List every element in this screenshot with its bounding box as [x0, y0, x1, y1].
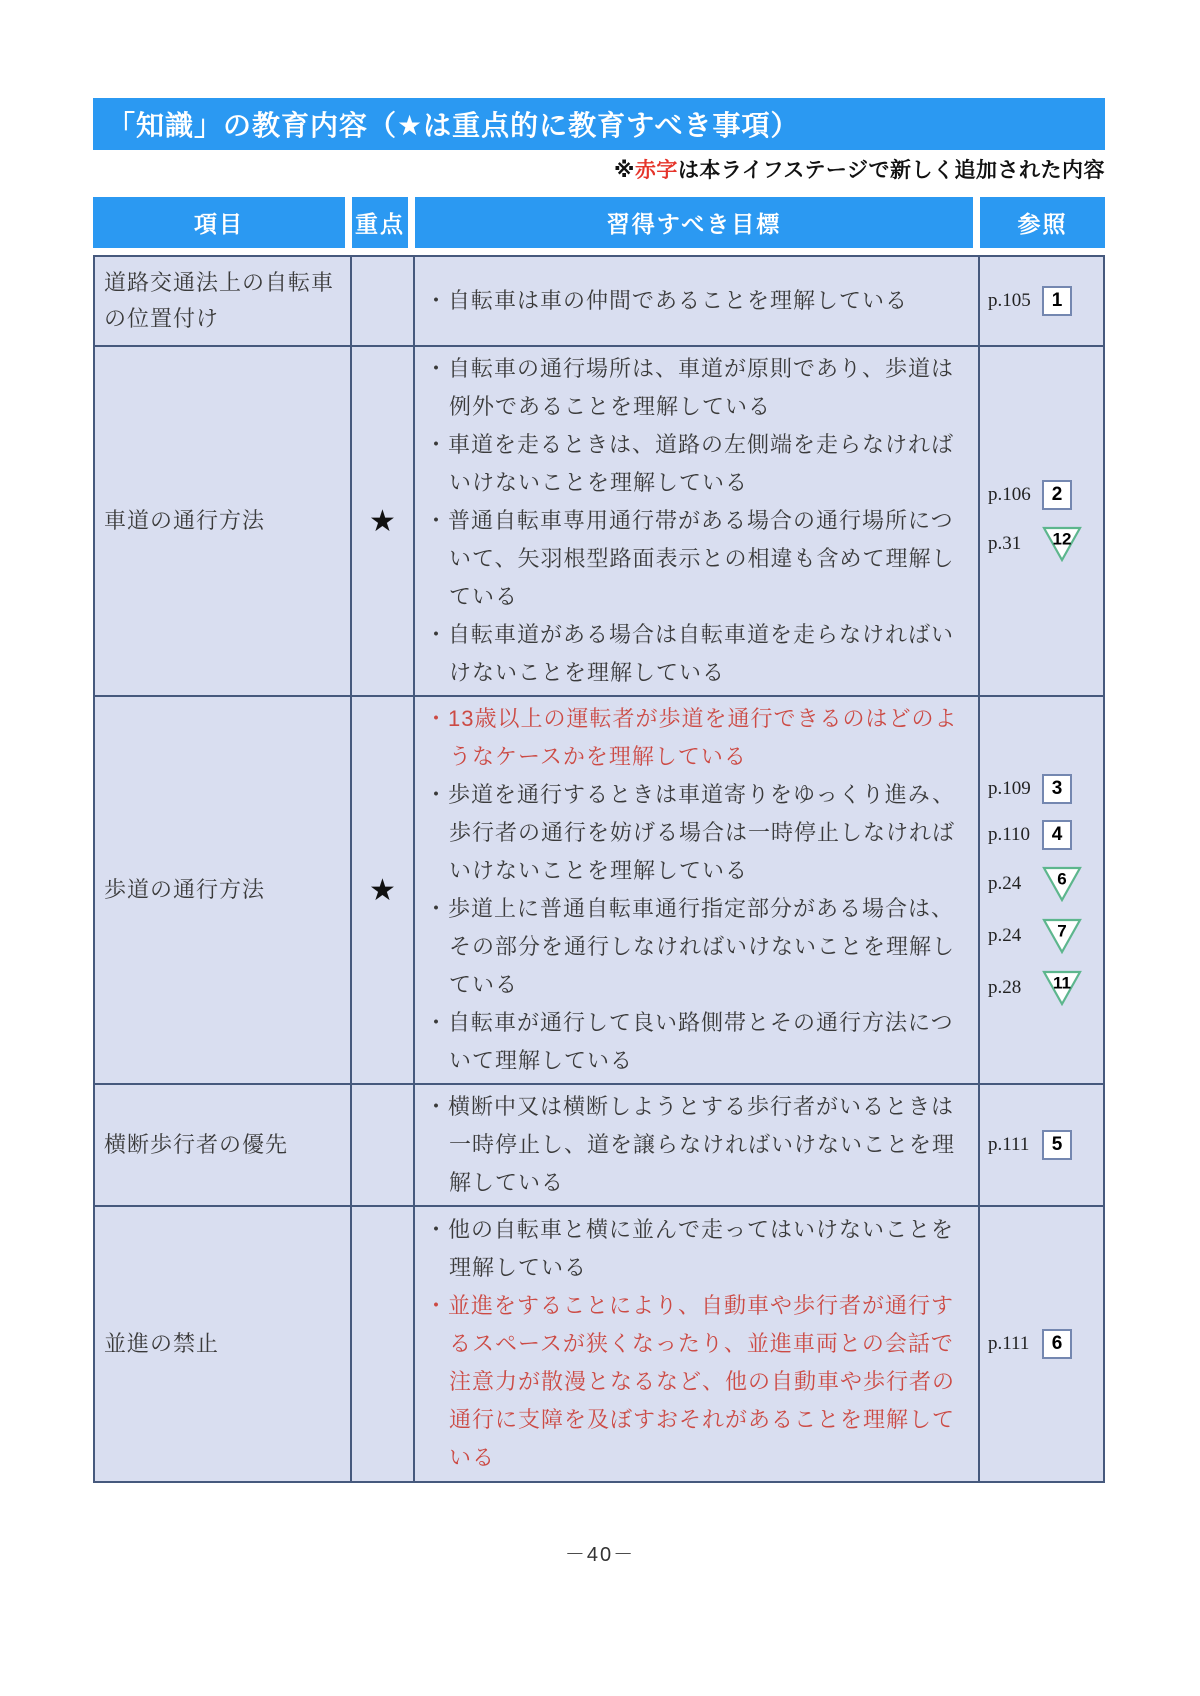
- ref-badge-square: 6: [1042, 1329, 1072, 1359]
- item-label: 車道の通行方法: [104, 508, 266, 533]
- table-header-row: [93, 197, 1105, 248]
- reference-entry: [988, 774, 1103, 804]
- ref-badge-triangle: [1042, 970, 1082, 1006]
- table-row: [95, 347, 1103, 697]
- reference-page: p.109: [988, 778, 1031, 799]
- section-title-banner: [93, 98, 1105, 150]
- goal-text: ・ 自転車道がある場合は自転車道を走らなければいけないことを理解している: [425, 616, 970, 692]
- emphasis-cell: [352, 697, 415, 1083]
- reference-page: p.111: [988, 1134, 1030, 1155]
- reference-entry: [988, 1329, 1103, 1359]
- emphasis-cell: [352, 347, 415, 695]
- reference-page: p.105: [988, 290, 1031, 311]
- reference-cell: [980, 347, 1103, 695]
- reference-page: p.111: [988, 1333, 1030, 1354]
- goal-text: ・ 歩道上に普通自転車通行指定部分がある場合は、その部分を通行しなければいけないことを理解している: [425, 890, 970, 1004]
- reference-entry: [988, 866, 1103, 902]
- goals-cell: [415, 1207, 980, 1481]
- item-cell: [95, 347, 352, 695]
- goals-cell: [415, 347, 980, 695]
- column-header-reference: 参照: [980, 197, 1105, 248]
- goal-text: ・ 自転車の通行場所は、車道が原則であり、歩道は例外であることを理解している: [425, 350, 970, 426]
- reference-entry: [988, 970, 1103, 1006]
- item-label: 横断歩行者の優先: [104, 1132, 289, 1157]
- goals-cell: [415, 697, 980, 1083]
- svg-text:7: 7: [1057, 921, 1067, 941]
- item-label: 道路交通法上の自転車の位置付け: [104, 270, 335, 331]
- goal-text: ・ 歩道を通行するときは車道寄りをゆっくり進み、歩行者の通行を妨げる場合は一時停止しなければいけないことを理解している: [425, 776, 970, 890]
- star-mark: ★: [369, 873, 396, 907]
- goal-text-red: ・ 並進をすることにより、自動車や歩行者が通行するスペースが狭くなったり、並進車両との会話で注意力が散漫となるなど、他の自動車や歩行者の通行に支障を及ぼすおそれがあることを理解している: [425, 1287, 970, 1477]
- goals-cell: [415, 257, 980, 345]
- page-content: [93, 98, 1105, 1483]
- reference-cell: [980, 697, 1103, 1083]
- goal-text: ・ 自転車が通行して良い路側帯とその通行方法について理解している: [425, 1004, 970, 1080]
- emphasis-cell: [352, 1085, 415, 1205]
- item-cell: [95, 257, 352, 345]
- reference-cell: [980, 1207, 1103, 1481]
- ref-badge-square: 5: [1042, 1130, 1072, 1160]
- table-body: [93, 255, 1105, 1483]
- ref-badge-square: 3: [1042, 774, 1072, 804]
- ref-badge-triangle: [1042, 866, 1082, 902]
- page-title: 「知識」の教育内容（★は重点的に教育すべき事項）: [107, 110, 800, 141]
- reference-entry: [988, 1130, 1103, 1160]
- note-red-word: 赤字: [634, 159, 678, 182]
- svg-text:11: 11: [1053, 973, 1071, 993]
- item-cell: [95, 1207, 352, 1481]
- ref-badge-triangle: [1042, 526, 1082, 562]
- reference-page: p.28: [988, 977, 1022, 998]
- red-text-note: [93, 157, 1105, 185]
- reference-entry: [988, 286, 1103, 316]
- goal-text: ・ 他の自転車と横に並んで走ってはいけないことを理解している: [425, 1211, 970, 1287]
- svg-text:12: 12: [1052, 529, 1072, 549]
- page-number: －40－: [564, 1544, 636, 1566]
- reference-page: p.24: [988, 873, 1022, 894]
- item-label: 歩道の通行方法: [104, 877, 266, 902]
- reference-page: p.110: [988, 824, 1031, 845]
- emphasis-cell: [352, 257, 415, 345]
- note-prefix: ※: [614, 159, 635, 182]
- table-row: [95, 1207, 1103, 1481]
- emphasis-cell: [352, 1207, 415, 1481]
- item-cell: [95, 697, 352, 1083]
- svg-text:6: 6: [1057, 869, 1067, 889]
- goal-text: ・ 車道を走るときは、道路の左側端を走らなければいけないことを理解している: [425, 426, 970, 502]
- reference-cell: [980, 257, 1103, 345]
- table-row: [95, 697, 1103, 1085]
- reference-entry: [988, 918, 1103, 954]
- reference-page: p.24: [988, 925, 1022, 946]
- ref-badge-triangle: [1042, 918, 1082, 954]
- table-row: [95, 1085, 1103, 1207]
- goal-text: ・ 自転車は車の仲間であることを理解している: [425, 282, 970, 320]
- column-header-goals: 習得すべき目標: [415, 197, 980, 248]
- goals-cell: [415, 1085, 980, 1205]
- column-header-emphasis: 重点: [352, 197, 415, 248]
- goal-text-red: ・ 13歳以上の運転者が歩道を通行できるのはどのようなケースかを理解している: [425, 700, 970, 776]
- column-header-item: 項目: [93, 197, 352, 248]
- ref-badge-square: 4: [1042, 820, 1072, 850]
- reference-page: p.31: [988, 533, 1022, 554]
- ref-badge-square: 2: [1042, 480, 1072, 510]
- reference-page: p.106: [988, 484, 1031, 505]
- reference-entry: [988, 820, 1103, 850]
- reference-entry: [988, 526, 1103, 562]
- item-cell: [95, 1085, 352, 1205]
- goal-text: ・ 普通自転車専用通行帯がある場合の通行場所について、矢羽根型路面表示との相違も含めて理解している: [425, 502, 970, 616]
- reference-cell: [980, 1085, 1103, 1205]
- item-label: 並進の禁止: [104, 1331, 220, 1356]
- note-suffix: は本ライフステージで新しく追加された内容: [677, 159, 1105, 182]
- reference-entry: [988, 480, 1103, 510]
- ref-badge-square: 1: [1042, 286, 1072, 316]
- star-mark: ★: [369, 504, 396, 538]
- table-row: [95, 257, 1103, 347]
- goal-text: ・ 横断中又は横断しようとする歩行者がいるときは一時停止し、道を譲らなければいけないことを理解している: [425, 1088, 970, 1202]
